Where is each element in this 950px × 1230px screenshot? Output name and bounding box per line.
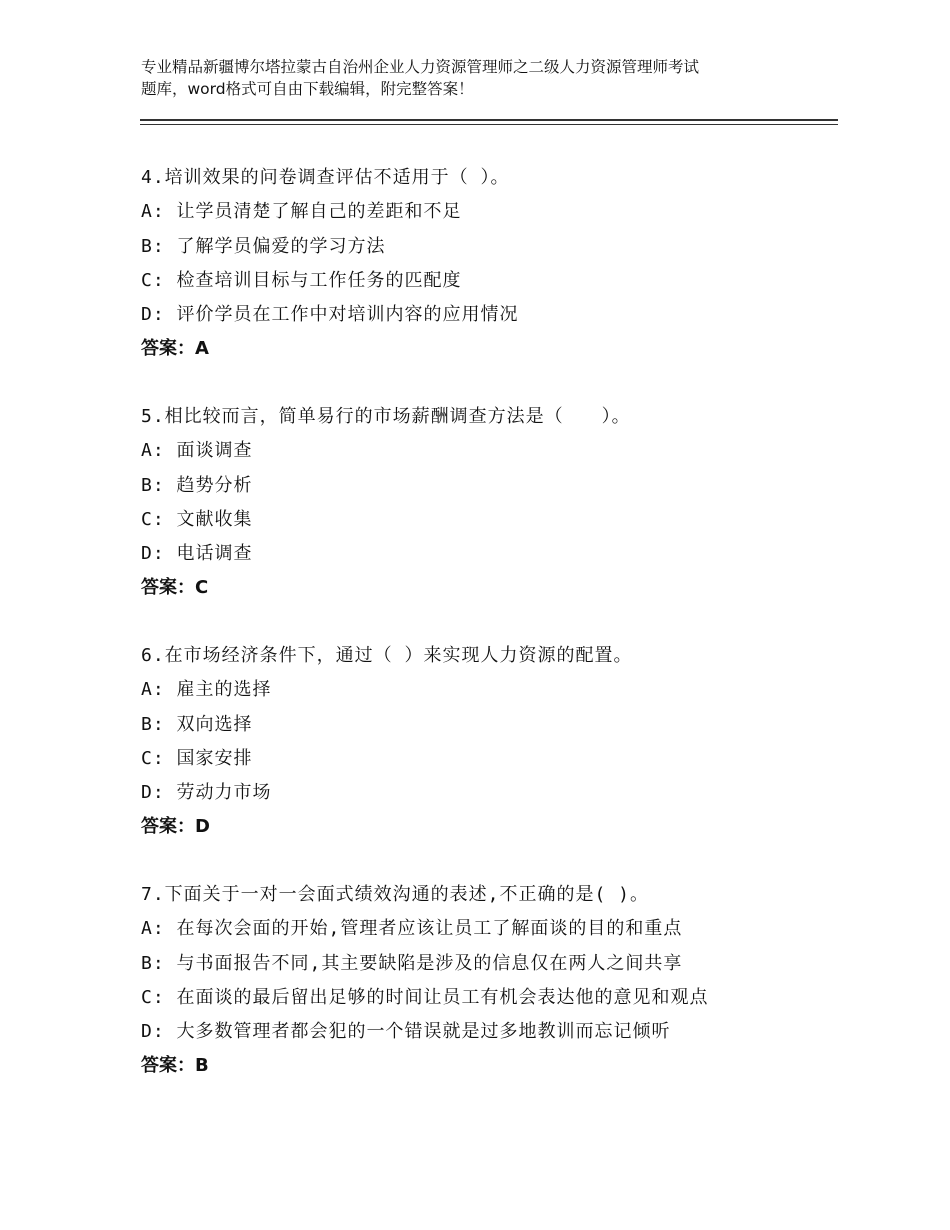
option-b: B: 与书面报告不同,其主要缺陷是涉及的信息仅在两人之间共享 [141,952,683,974]
header-divider-thick [140,119,838,121]
option-d: D: 评价学员在工作中对培训内容的应用情况 [141,304,519,326]
question-text: 7.下面关于一对一会面式绩效沟通的表述,不正确的是( )。 [141,884,650,905]
answer-label: 答案：A [141,338,209,360]
question-text: 5.相比较而言，简单易行的市场薪酬调查方法是（ ）。 [141,406,631,427]
option-b: B: 了解学员偏爱的学习方法 [141,235,386,257]
document-header [141,56,831,100]
answer-label: 答案：D [141,816,210,838]
question-block-6 [141,639,841,844]
answer-label: 答案：B [141,1055,209,1077]
option-a: A: 让学员清楚了解自己的差距和不足 [141,201,462,223]
header-divider-thin [140,124,838,125]
option-a: A: 雇主的选择 [141,679,272,701]
option-b: B: 双向选择 [141,713,253,735]
option-a: A: 面谈调查 [141,440,253,462]
header-line-1: 专业精品新疆博尔塔拉蒙古自治州企业人力资源管理师之二级人力资源管理师考试 [141,58,700,76]
option-d: D: 电话调查 [141,543,253,565]
option-b: B: 趋势分析 [141,474,253,496]
option-a: A: 在每次会面的开始,管理者应该让员工了解面谈的目的和重点 [141,918,683,940]
option-c: C: 文献收集 [141,508,253,530]
question-text: 4.培训效果的问卷调查评估不适用于（ ）。 [141,167,510,188]
header-line-2: 题库，word格式可自由下载编辑，附完整答案！ [141,80,474,98]
question-block-7 [141,878,841,1083]
question-block-4 [141,161,841,366]
option-c: C: 检查培训目标与工作任务的匹配度 [141,269,462,291]
option-c: C: 在面谈的最后留出足够的时间让员工有机会表达他的意见和观点 [141,986,709,1008]
option-c: C: 国家安排 [141,747,253,769]
question-text: 6.在市场经济条件下，通过（ ）来实现人力资源的配置。 [141,645,633,666]
option-d: D: 劳动力市场 [141,782,272,804]
option-d: D: 大多数管理者都会犯的一个错误就是过多地教训而忘记倾听 [141,1021,671,1043]
answer-label: 答案：C [141,577,209,599]
question-block-5 [141,400,841,605]
